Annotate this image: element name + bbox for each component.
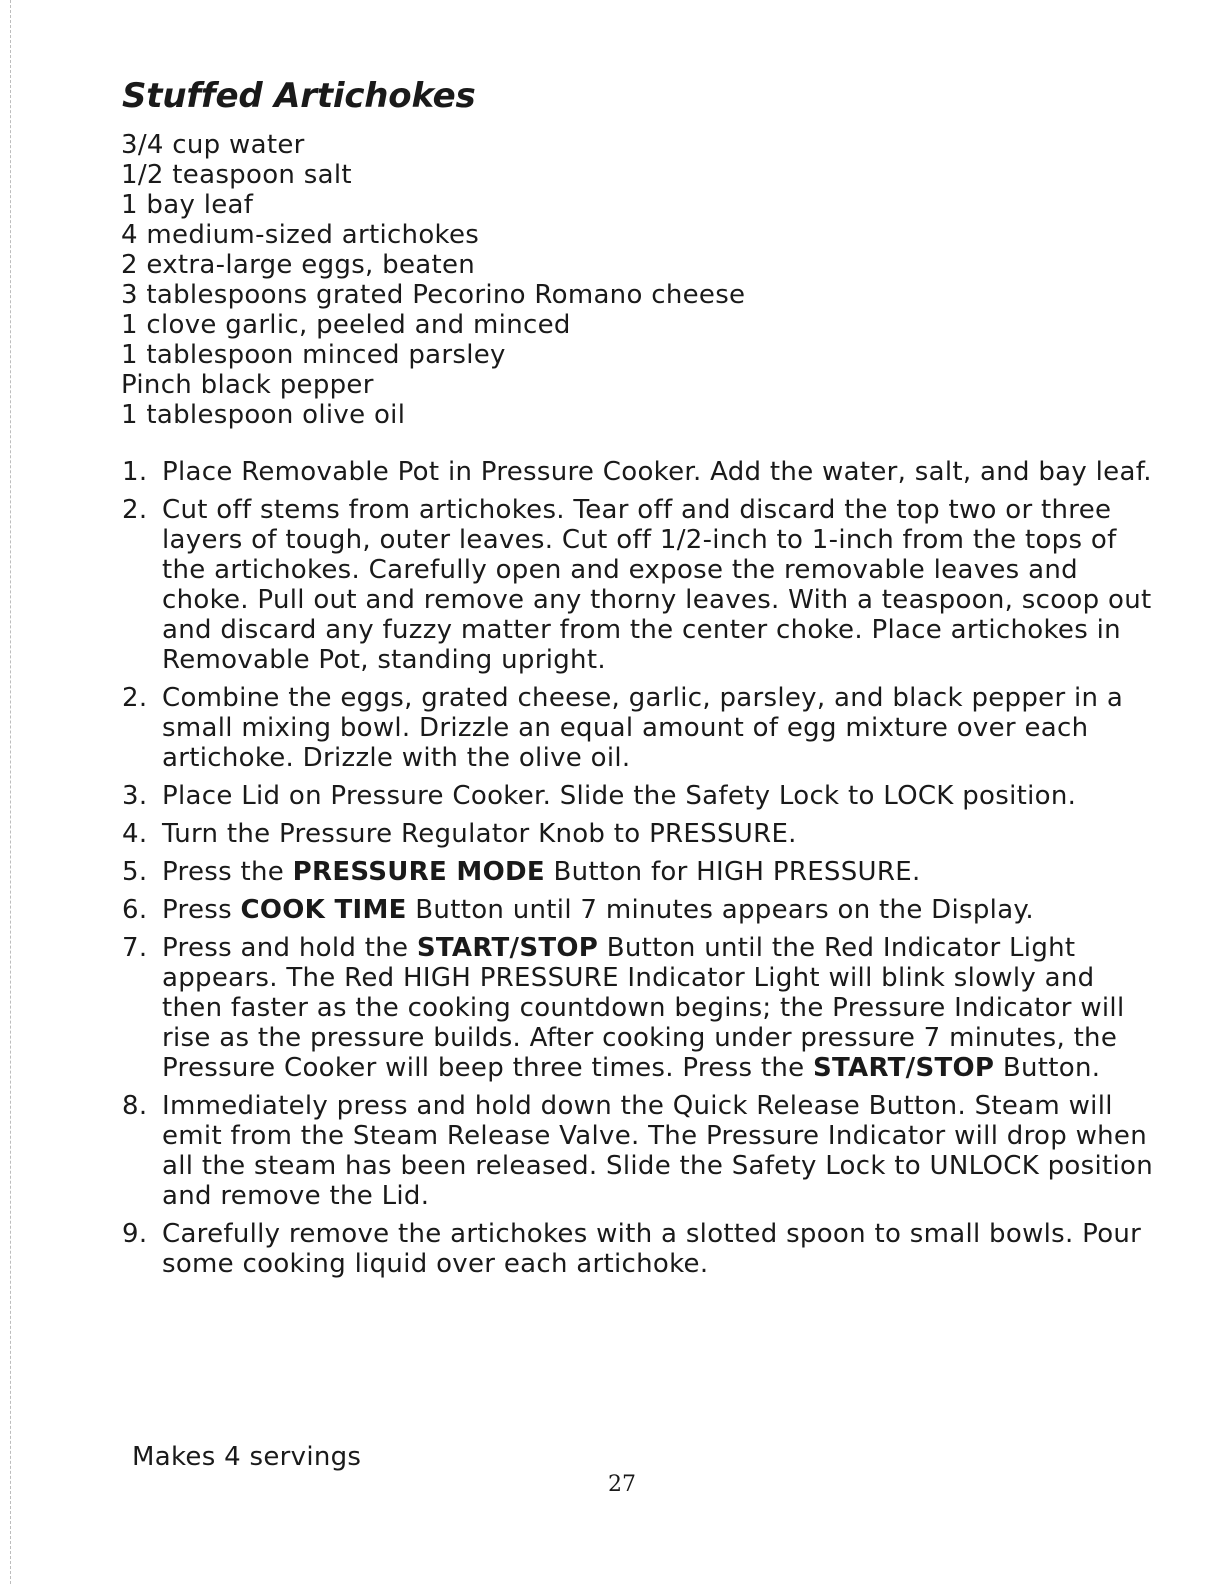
step-text bbox=[162, 1219, 1162, 1279]
step-number: 1. bbox=[122, 457, 148, 487]
recipe-yield: Makes 4 servings bbox=[132, 1442, 362, 1472]
page-edge bbox=[10, 0, 11, 1584]
step-text-part: Carefully remove the artichokes with a slotted spoon to small bowls. Pour some cooking liquid over each artichoke. bbox=[162, 1219, 1142, 1279]
page-number: 27 bbox=[608, 1472, 636, 1497]
ingredient-item: 4 medium-sized artichokes bbox=[121, 220, 480, 250]
instruction-step bbox=[122, 495, 1162, 675]
step-text bbox=[162, 933, 1162, 1083]
step-number: 8. bbox=[122, 1091, 148, 1121]
ingredient-item: Pinch black pepper bbox=[121, 370, 374, 400]
instruction-step bbox=[122, 781, 1162, 811]
button-name: START/STOP bbox=[416, 933, 599, 963]
step-text-part: Place Lid on Pressure Cooker. Slide the Safety Lock to LOCK position. bbox=[162, 781, 1077, 811]
step-number: 6. bbox=[122, 895, 148, 925]
step-number: 5. bbox=[122, 857, 148, 887]
step-text bbox=[162, 495, 1162, 675]
step-text bbox=[162, 857, 1162, 887]
step-text-part: Press the bbox=[162, 857, 293, 887]
step-text-part: Button for HIGH PRESSURE. bbox=[544, 857, 921, 887]
ingredient-item: 2 extra-large eggs, beaten bbox=[121, 250, 476, 280]
instruction-step bbox=[122, 457, 1162, 487]
ingredient-item: 1 bay leaf bbox=[121, 190, 254, 220]
step-text-part: Turn the Pressure Regulator Knob to PRESSURE. bbox=[162, 819, 797, 849]
step-text bbox=[162, 781, 1162, 811]
instruction-step bbox=[122, 683, 1162, 773]
ingredient-list bbox=[121, 130, 745, 430]
step-number: 7. bbox=[122, 933, 148, 963]
ingredient-item: 1 tablespoon minced parsley bbox=[121, 340, 506, 370]
step-text-part: Cut off stems from artichokes. Tear off and discard the top two or three layers of tough, outer leaves. Cut off 1/2-inch to 1-inch from the tops of the artichokes. Carefully open and expose the removable leaves and choke. Pull out and remove any thorny leaves. With a teaspoon, scoop out and discard any fuzzy matter from the center choke. Place artichokes in Removable Pot, standing upright. bbox=[162, 495, 1152, 675]
recipe-title: Stuffed Artichokes bbox=[122, 76, 476, 116]
instruction-list bbox=[122, 457, 1162, 1287]
step-text-part: Combine the eggs, grated cheese, garlic, parsley, and black pepper in a small mixing bowl. Drizzle an equal amount of egg mixture over each artichoke. Drizzle with the olive oil. bbox=[162, 683, 1124, 773]
instruction-step bbox=[122, 1219, 1162, 1279]
step-text-part: Button. bbox=[994, 1053, 1101, 1083]
instruction-step bbox=[122, 857, 1162, 887]
step-text bbox=[162, 683, 1162, 773]
ingredient-item: 3/4 cup water bbox=[121, 130, 305, 160]
step-text bbox=[162, 457, 1162, 487]
step-text-part: Button until 7 minutes appears on the Display. bbox=[406, 895, 1034, 925]
step-number: 2. bbox=[122, 683, 148, 713]
step-text bbox=[162, 819, 1162, 849]
button-name: START/STOP bbox=[813, 1053, 995, 1083]
step-number: 4. bbox=[122, 819, 148, 849]
ingredient-item: 3 tablespoons grated Pecorino Romano cheese bbox=[121, 280, 746, 310]
instruction-step bbox=[122, 933, 1162, 1083]
step-text-part: Place Removable Pot in Pressure Cooker. Add the water, salt, and bay leaf. bbox=[162, 457, 1152, 487]
step-text bbox=[162, 1091, 1162, 1211]
button-name: COOK TIME bbox=[240, 895, 407, 925]
ingredient-item: 1 tablespoon olive oil bbox=[121, 400, 406, 430]
ingredient-item: 1 clove garlic, peeled and minced bbox=[121, 310, 571, 340]
button-name: PRESSURE MODE bbox=[292, 857, 545, 887]
instruction-step bbox=[122, 819, 1162, 849]
step-text-part: Press and hold the bbox=[162, 933, 417, 963]
step-text-part: Press bbox=[162, 895, 241, 925]
step-number: 9. bbox=[122, 1219, 148, 1249]
step-number: 3. bbox=[122, 781, 148, 811]
instruction-step bbox=[122, 895, 1162, 925]
instruction-step bbox=[122, 1091, 1162, 1211]
step-text bbox=[162, 895, 1162, 925]
step-number: 2. bbox=[122, 495, 148, 525]
step-text-part: Button until the Red Indicator Light appears. The Red HIGH PRESSURE Indicator Light will blink slowly and then faster as the cooking countdown begins; the Pressure Indicator will rise as the pressure builds. After cooking under pressure 7 minutes, the Pressure Cooker will beep three times. Press the bbox=[162, 933, 1125, 1083]
ingredient-item: 1/2 teaspoon salt bbox=[121, 160, 352, 190]
step-text-part: Immediately press and hold down the Quick Release Button. Steam will emit from the Steam Release Valve. The Pressure Indicator will drop when all the steam has been released. Slide the Safety Lock to UNLOCK position and remove the Lid. bbox=[162, 1091, 1153, 1211]
